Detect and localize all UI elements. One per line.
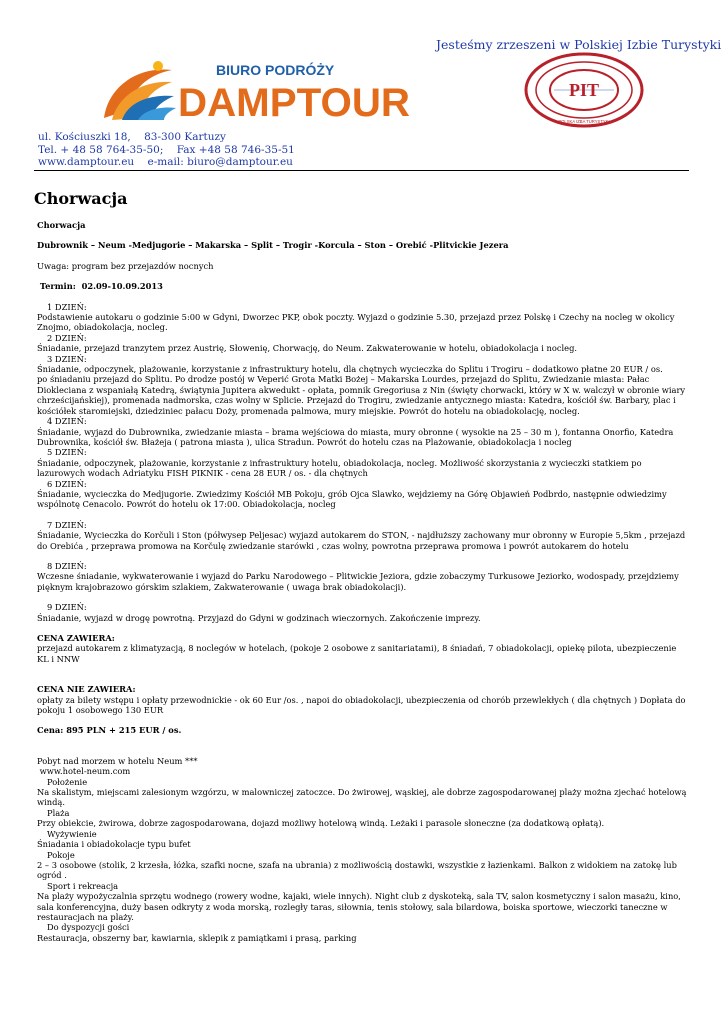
hotel-section-label: Sport i rekreacja	[47, 880, 119, 891]
hotel-section-label: Do dyspozycji gości	[47, 922, 130, 933]
day-text: Wczesne śniadanie, wykwaterowanie i wyjazd do Parku Narodowego – Plitwickie Jeziora, gdzie zobaczymy Turkusowe Jeziorko, wodospady, przejdziemy pięknym krajobrazowo górskim szlakiem, Zakwaterowanie ( uwaga brak obiadokolacji).	[37, 571, 679, 592]
day-text: po śniadaniu przejazd do Splitu. Po drodze postój w Veperić Grota Matki Bożej – Makarska Lourdes, przejazd do Splitu, Zwiedzanie miasta: Pałac Diokleciana z wspaniałą Katedrą, świątynia Jupitera akwedukt - opłata, pomnik Gregoriusa z Nin (święty chorwacki, który w X w. walczył w obronie wiary chrześcijańskiej), promenada nadmorska, czas wolny w Splicie. Przejazd do Trogiru, zwiedzanie antycznego miasta: Katedra, kościół św. Barbary, plac i kościółek staromiejski, dziedziniec pałacu Doży, promenada palmowa, mury miejskie. Powrót do hotelu na obiadokolację, nocleg.	[37, 374, 686, 416]
day-text: Śniadanie, wyjazd w drogę powrotną. Przyjazd do Gdyni w godzinach wieczornych. Zakończenie imprezy.	[37, 612, 481, 623]
includes-text: przejazd autokarem z klimatyzacją, 8 noclegów w hotelach, (pokoje 2 osobowe z sanitariatami), 8 śniadań, 7 obiadokolacji, opiekę pilota, ubezpieczenie KL i NNW	[37, 643, 677, 664]
hotel-section-label: Pokoje	[47, 849, 75, 860]
day-label: 8 DZIEŃ:	[47, 560, 87, 571]
hotel-section-text: Przy obiekcie, żwirowa, dobrze zagospodarowana, dojazd możliwy hotelową windą. Leżaki i parasole słoneczne (za dodatkową opłatą).	[37, 818, 605, 829]
header-divider	[34, 170, 689, 171]
hotel-intro: Pobyt nad morzem w hotelu Neum ***	[37, 755, 198, 766]
excludes-text: opłaty za bilety wstępu i opłaty przewodnickie - ok 60 Eur /os. , napoi do obiadokolacji, ubezpieczenia od chorób przewlekłych ( dla chętnych ) Dopłata do pokoju 1 osobowego 130 EUR	[37, 694, 686, 716]
tagline: Jesteśmy zrzeszeni w Polskiej Izbie Turystyki	[436, 37, 722, 52]
day-text: Śniadanie, Wycieczka do Korčuli i Ston (półwysep Peljesac) wyjazd autokarem do STON, - najdłuższy zachowany mur obronny w Europie 5,5km , przejazd do Orebića , przeprawa promowa na Korčulę zwiedzanie starówki , czas wolny, powrotna przeprawa promowa i powrót autokarem do hotelu	[37, 530, 686, 551]
day-label: 9 DZIEŃ:	[47, 602, 87, 613]
hotel-section-label: Położenie	[47, 776, 88, 787]
day-label: 5 DZIEŃ:	[47, 447, 87, 458]
price: Cena: 895 PLN + 215 EUR / os.	[37, 725, 182, 736]
contact-block	[38, 131, 295, 169]
day-text: Śniadanie, wyjazd do Dubrownika, zwiedzanie miasta – brama wejściowa do miasta, mury obronne ( wysokie na 25 – 30 m ), fontanna Onorfio, Katedra Dubrownika, kościół św. Błażeja ( patrona miasta ), ulica Stradun. Powrót do hotelu czas na Plażowanie, obiadokolacja i nocleg	[37, 426, 674, 447]
hotel-section-label: Plaża	[47, 807, 70, 818]
page-title: Chorwacja	[34, 189, 128, 208]
web-email[interactable]: www.damptour.eu e-mail: biuro@damptour.eu	[38, 156, 293, 168]
day-text: Śniadanie, przejazd tranzytem przez Austrię, Słowenię, Chorwację, do Neum. Zakwaterowanie w hotelu, obiadokolacja i nocleg.	[37, 343, 578, 354]
hotel-section-text: Na plaży wypożyczalnia sprzętu wodnego (rowery wodne, kajaki, wiele innych). Night club z dyskoteką, sala TV, salon kosmetyczny i salon masażu, kino, sala konferencyjna, duży basen odkryty z woda morską, rozległy taras, siłownia, tenis stołowy, sala bilardowa, boiska sportowe, wieczorki taneczne w restauracjach na plaży.	[37, 891, 681, 922]
note: Uwaga: program bez przejazdów nocnych	[37, 260, 214, 271]
day-label: 1 DZIEŃ:	[47, 301, 87, 312]
day-label: 2 DZIEŃ:	[47, 332, 87, 343]
excludes-heading: CENA NIE ZAWIERA:	[37, 684, 136, 695]
logo-line1: BIURO PODRÓŻY	[216, 62, 335, 78]
day-label: 4 DZIEŃ:	[47, 416, 87, 427]
logo-line2: DAMPTOUR	[178, 81, 411, 125]
address: ul. Kościuszki 18, 83-300 Kartuzy	[38, 131, 226, 143]
phone-fax: Tel. + 48 58 764-35-50; Fax +48 58 746-35-51	[38, 143, 295, 156]
pit-text: PIT	[568, 80, 600, 100]
subtitle: Chorwacja	[37, 220, 86, 230]
document-body	[37, 220, 687, 943]
day-text: Śniadanie, odpoczynek, plażowanie, korzystanie z infrastruktury hotelu, obiadokolacja, nocleg. Możliwość skorzystania z wycieczki statkiem po lazurowych wodach Adriatyku FISH PIKNIK - cena 28 EUR / os. - dla chętnych	[37, 457, 642, 479]
route: Dubrownik – Neum -Medjugorie – Makarska – Split – Trogir -Korcula – Ston – Orebić -Plitvickie Jezera	[37, 240, 509, 251]
hotel-section-text: Na skalistym, miejscami zalesionym wzgórzu, w malowniczej zatoczce. Do żwirowej, wąskiej, ale dobrze zagospodarowanej plaży można zjechać hotelową windą.	[37, 787, 687, 808]
hotel-section-label: Wyżywienie	[47, 828, 97, 839]
pit-ring-text: POLSKA IZBA TURYSTYKI	[558, 119, 610, 124]
day-label: 3 DZIEŃ:	[47, 353, 87, 364]
term: Termin: 02.09-10.09.2013	[37, 281, 163, 292]
hotel-section-text: Restauracja, obszerny bar, kawiarnia, sklepik z pamiątkami i prasą, parking	[37, 932, 357, 943]
day-text: Śniadanie, wycieczka do Medjugorie. Zwiedzimy Kościół MB Pokoju, grób Ojca Slawko, wejdziemy na Górę Objawień Podbrdo, następnie odwiedzimy wspólnotę Cenacolo. Powrót do hotelu ok 17:00. Obiadokolacja, nocleg	[37, 488, 667, 510]
hotel-section-text: Śniadania i obiadokolacje typu bufet	[37, 839, 191, 850]
day-label: 7 DZIEŃ:	[47, 519, 87, 530]
hotel-website[interactable]: www.hotel-neum.com	[37, 766, 131, 777]
pit-badge	[520, 50, 650, 130]
day-text: Śniadanie, odpoczynek, plażowanie, korzystanie z infrastruktury hotelu, dla chętnych wycieczka do Splitu i Trogiru – dodatkowo płatne 20 EUR / os.	[37, 364, 663, 375]
day-label: 6 DZIEŃ:	[47, 478, 87, 489]
damptour-logo	[98, 58, 418, 130]
logo-wave-icon	[104, 61, 176, 120]
includes-heading: CENA ZAWIERA:	[37, 633, 115, 643]
day-text: Podstawienie autokaru o godzinie 5:00 w Gdyni, Dworzec PKP, obok poczty. Wyjazd o godzinie 5.30, przejazd przez Polskę i Czechy na nocleg w okolicy Znojmo, obiadokolacja, nocleg.	[37, 312, 675, 333]
hotel-section-text: 2 – 3 osobowe (stolik, 2 krzesła, łóżka, szafki nocne, szafa na ubrania) z możliwością dostawki, wszystkie z łazienkami. Balkon z widokiem na zatokę lub ogród .	[37, 859, 677, 881]
